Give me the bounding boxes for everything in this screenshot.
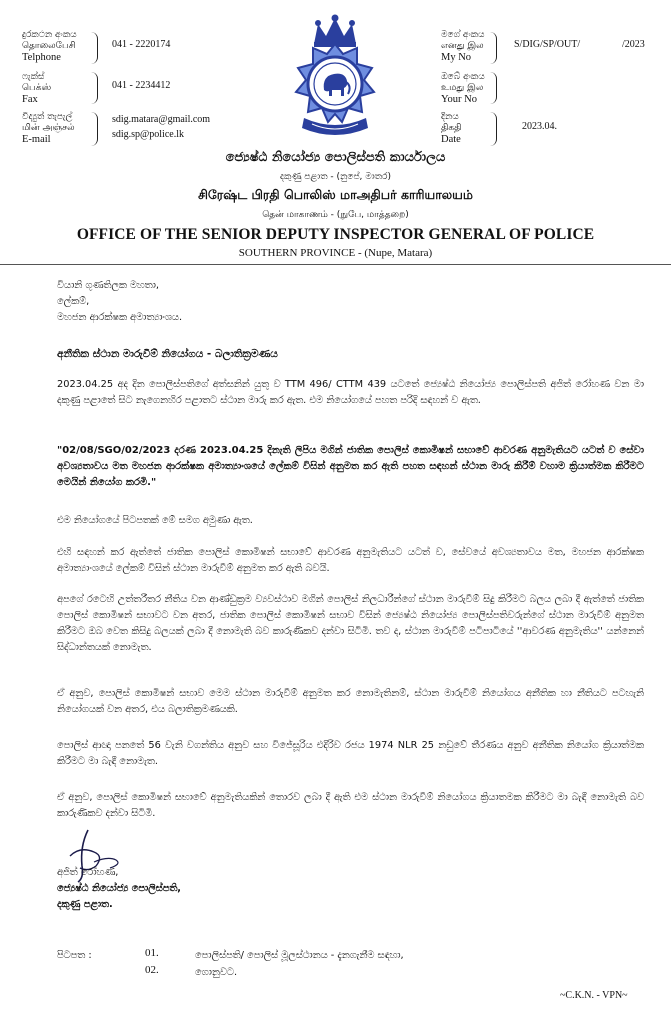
fax-label: ෆැක්ස් பெக்ஸ் Fax [22, 72, 52, 105]
addressee-ministry: මහජන ආරක්ෂක අමාත්‍යාංශය. [57, 312, 183, 323]
your-no-brace [489, 72, 497, 104]
telephone-label: දුරකථන අංකය தொலைபேசி Telphone [22, 30, 77, 63]
reference-initials: ~C.K.N. - VPN~ [560, 990, 628, 1001]
copy-item-2-text: ගොනුවට. [195, 967, 238, 978]
office-subtitle-english: SOUTHERN PROVINCE - (Nupe, Matara) [238, 247, 433, 259]
header-divider [0, 264, 671, 265]
my-no-label: මගේ අංකය எனது இல My No [441, 30, 485, 63]
paragraph-4: අපගේ රටෙහි උත්තරීතර නීතිය වන ආණ්ඩුක්‍රම ව්‍යවස්ථාව මගින් පොලිස් නිලධාරීන්ගේ ස්ථාන මාරුවීම් සිදු කිරීමට බලය ලබා දී ඇත්තේ ජාතික පොලිස් කොමිෂන් සභාවට වන අතර, ජාතික පොලිස් කොමිෂන් සභාව විසින් ජ්‍යෙෂ්ඨ නියෝජ්‍ය පොලිස්පතිවරුන්ගේ ස්ථාන මාරුවීම් අනුමත කිරීමට ඔබ වෙත කිසිදු බලයක් ලබා දී නොමැති බව කාරුණිකව දන්වා සිටිමි. තව ද, ස්ථාන මාරුවීම් පටිපාටියේ ''ආවරණ අනුමැතිය'' යන්නෙන් සිද්ධාන්තයක් නොමැත. [57, 594, 644, 653]
signatory-province: දකුණු පළාත. [57, 899, 113, 910]
date-brace [489, 112, 497, 146]
signatory-title: ජ්‍යෙෂ්ඨ නියෝජ්‍ය පොලිස්පති, [57, 883, 182, 894]
addressee-title: ලේකම්, [57, 296, 90, 307]
copies-label: පිටපත : [57, 950, 92, 961]
date-label: දිනය திகதி Date [441, 112, 462, 145]
addressee-block [57, 278, 182, 326]
fax-brace [90, 72, 98, 104]
paragraph-7: ඒ අනුව, පොලිස් කොමිෂන් සභාවේ අනුමැතියකින් තොරව ලබා දී ඇති එම ස්ථාන මාරුවීම් නියෝගය ක්‍රියාතමක කිරීමට මා බැඳී නොමැති බව කාරුණිකව දන්වා සිටිමි. [57, 792, 644, 819]
copy-item-2-number: 02. [145, 964, 159, 976]
my-no-brace [489, 32, 497, 64]
signature-block [57, 865, 181, 913]
office-subtitle-sinhala: දකුණු පළාත - (නුපේ, මාතර) [280, 172, 391, 182]
signatory-name: අජිත් රෝහණ, [57, 867, 119, 878]
copy-item-1-number: 01. [145, 947, 159, 959]
email-label: විද්‍යුත් තැපැල් மின் அஞ்சல் E-mail [22, 112, 75, 145]
office-subtitle-tamil: தென் மாகாணம் - (நுபே, மாத்தறை) [262, 210, 409, 220]
telephone-brace [90, 32, 98, 64]
addressee-name: වියානි ගුණතිලක මහතා, [57, 280, 159, 291]
email-brace [90, 112, 98, 146]
quoted-order: "02/08/SGO/02/2023 දරණ 2023.04.25 දිනැති ලිපිය මගින් ජාතික පොලිස් කොමිෂන් සභාවේ ආවරණ අනුමැතියට යටත් ව සේවා අවශ්‍යතාවය මත මහජන ආරක්ෂක අමාත්‍යාංශයේ ලේකම් විසින් අනුමත කර ඇති පහත සඳහන් ස්ථාන මාරු කිරීම් වහාම ක්‍රියාත්මක කිරීමට මෙයින් නියෝග කරමි." [57, 445, 644, 488]
office-title-english: OFFICE OF THE SENIOR DEPUTY INSPECTOR GENERAL OF POLICE [76, 226, 595, 243]
paragraph-6: පොලිස් ආඥා පනතේ 56 වැනි වගන්තිය අනුව සහ විජේසූරිය එදිරිව රජය 1974 NLR 25 නඩුවේ තීරණය අනුව අනීතික නියෝග ක්‍රියාත්මක කිරීමට මා බැඳී නොමැත. [57, 740, 644, 767]
paragraph-3: එහි සඳහන් කර ඇත්තේ ජාතික පොලිස් කොමිෂන් සභාවේ ආවරණ අනුමැතියට යටත් ව, සේවයේ අවශ්‍යතාවය මත, මහජන ආරක්ෂක අමාත්‍යාංශයේ ලේකම් විසින් ස්ථාන මාරුවීම් අනුමත කර ඇති බවයි. [57, 547, 644, 574]
my-no-year: /2023 [622, 39, 645, 50]
email-value-2: sdig.sp@police.lk [112, 129, 184, 140]
telephone-value: 041 - 2220174 [112, 39, 171, 50]
sri-lanka-police-emblem-icon [282, 14, 388, 144]
email-value-1: sdig.matara@gmail.com [112, 114, 211, 125]
date-value: 2023.04. [522, 121, 557, 132]
paragraph-5: ඒ අනුව, පොලිස් කොමිෂන් සභාව මෙම ස්ථාන මාරුවීම් අනුමත කර නොමැතිනම්, ස්ථාන මාරුවීම් නියෝගය අනීතික හා නීතියට පටහැනි නියෝගයක් වන අතර, එය බලාතික්‍රමණයකි. [57, 688, 644, 715]
subject-line: අනීතික ස්ථාන මාරුවීම් නියෝගය - බලාතික්‍රමණය [57, 348, 278, 360]
your-no-label: ඔබේ අංකය உமது இல Your No [441, 72, 485, 105]
paragraph-2: එම නියෝගයේ පිටපතක් මේ සමග අමුණා ඇත. [57, 515, 253, 526]
office-title-tamil: சிரேஷ்ட பிரதி பொலிஸ் மாஅதிபர் காரியாலயம் [198, 187, 473, 202]
office-title-sinhala: ජ්‍යෙෂ්ඨ නියෝජ්‍ය පොලිස්පති කාර්යාලය [225, 150, 446, 165]
fax-value: 041 - 2234412 [112, 80, 171, 91]
my-no-value: S/DIG/SP/OUT/ [514, 39, 581, 50]
paragraph-1: 2023.04.25 අද දින පොලිස්පතිගේ අත්සනින් යුතු ව TTM 496/ CTTM 439 යටතේ ජ්‍යෙෂ්ඨ නියෝජ්‍ය පොලිස්පති අජිත් රෝහණ වන මා දකුණු පළාතේ සිට නැගෙනහිර පළාතට ස්ථාන මාරු කර ඇත. එම නියෝගයේ පහත පරිදි සඳහන් ව ඇත. [57, 379, 644, 406]
copy-item-1-text: පොලිස්පති/ පොලිස් මූලස්ථානය - දැනගැනීම සඳහා, [195, 950, 404, 961]
